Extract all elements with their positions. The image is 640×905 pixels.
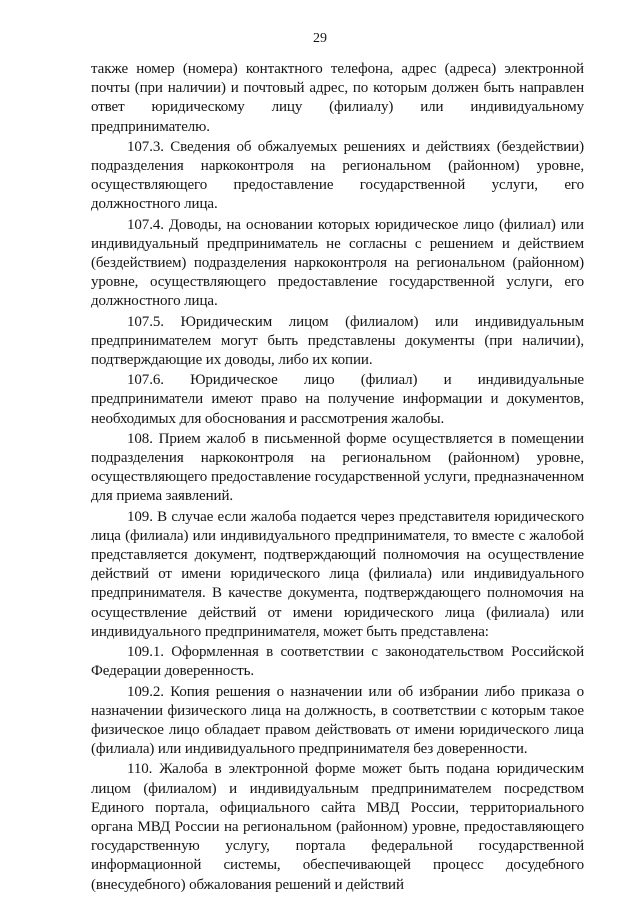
paragraph-109: 109. В случае если жалоба подается через представителя юридического лица (филиала) или индивидуального предпринимателя, то вместе с жалобой представляется документ, подтверждающий полномочия на осуществление действий от имени юридического лица (филиала) или индивидуального предпринимателя. В качестве документа, подтверждающего полномочия на осуществление действий от имени юридического лица (филиала) или индивидуального предпринимателя, может быть представлена:	[91, 508, 584, 640]
paragraph-continuation: также номер (номера) контактного телефона, адрес (адреса) электронной почты (при наличии) и почтовый адрес, по которым должен быть направлен ответ юридическому лицу (филиалу) или индивидуальному предпринимателю.	[91, 61, 584, 135]
page-number: 29	[313, 31, 327, 46]
paragraph-107-6: 107.6. Юридическое лицо (филиал) и индивидуальные предприниматели имеют право на получение информации и документов, необходимых для обоснования и рассмотрения жалобы.	[91, 372, 584, 427]
paragraph-110: 110. Жалоба в электронной форме может быть подана юридическим лицом (филиалом) и индивидуальным предпринимателем посредством Единого портала, официального сайта МВД России, территориального органа МВД России на региональном (районном) уровне, предоставляющего государственную услугу, портала федеральной государственной информационной системы, обеспечивающей процесс досудебного (внесудебного) обжалования решений и действий	[91, 761, 584, 893]
paragraph-107-3: 107.3. Сведения об обжалуемых решениях и действиях (бездействии) подразделения наркоконтроля на региональном (районном) уровне, осуществляющего предоставление государственной услуги, его должностного лица.	[91, 138, 584, 213]
paragraph-107-5: 107.5. Юридическим лицом (филиалом) или индивидуальным предпринимателем могут быть представлены документы (при наличии), подтверждающие их доводы, либо их копии.	[91, 313, 584, 369]
paragraph-109-1: 109.1. Оформленная в соответствии с законодательством Российской Федерации доверенность.	[91, 644, 584, 680]
paragraph-109-2: 109.2. Копия решения о назначении или об избрании либо приказа о назначении физического лица на должность, в соответствии с которым такое физическое лицо обладает правом действовать от имени юридического лица (филиала) или индивидуального предпринимателя без доверенности.	[91, 683, 584, 758]
paragraph-107-4: 107.4. Доводы, на основании которых юридическое лицо (филиал) или индивидуальный предприниматель не согласны с решением и действием (бездействием) подразделения наркоконтроля на региональном (районном) уровне, осуществляющего предоставление государственной услуги, его должностного лица.	[91, 216, 584, 310]
document-body	[91, 60, 584, 896]
paragraph-108: 108. Прием жалоб в письменной форме осуществляется в помещении подразделения наркоконтроля на региональном (районном) уровне, осуществляющего предоставление государственной услуги, предназначенном для приема заявлений.	[91, 430, 584, 505]
